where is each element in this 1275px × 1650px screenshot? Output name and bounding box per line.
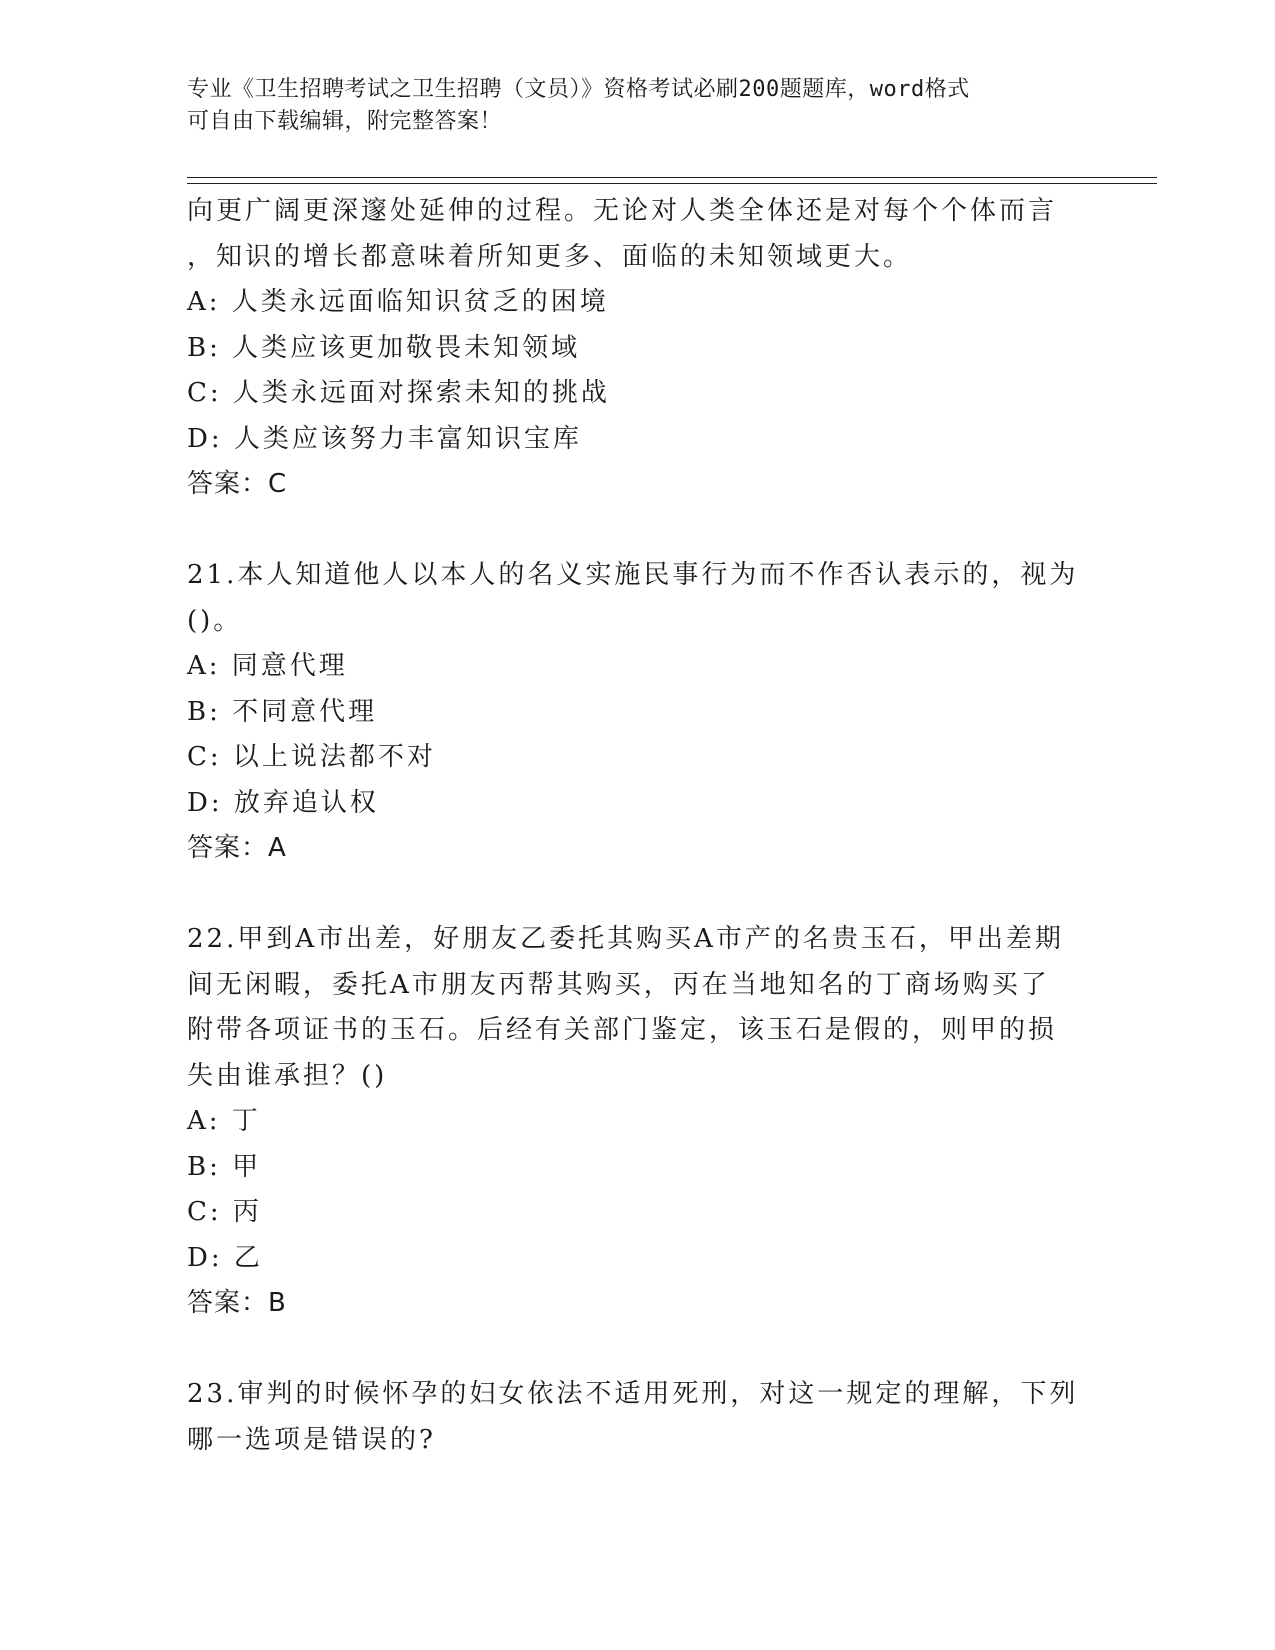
question-text-line: 哪一选项是错误的? (187, 1424, 436, 1455)
answer-key: 答案：C (187, 469, 288, 499)
header-title-line-2: 可自由下载编辑，附完整答案！ (187, 109, 503, 134)
spacer (187, 872, 1087, 918)
question-text-line: ，知识的增长都意味着所知更多、面临的未知领域更大。 (187, 241, 913, 272)
option-c: C: 人类永远面对探索未知的挑战 (187, 378, 610, 408)
spacer (187, 508, 1087, 554)
question-22 (187, 917, 1087, 1327)
spacer (187, 1327, 1087, 1373)
option-c: C: 丙 (187, 1197, 262, 1227)
header-divider-top (187, 177, 1157, 178)
question-text-line: ()。 (187, 605, 243, 636)
question-text-line: 附带各项证书的玉石。后经有关部门鉴定，该玉石是假的，则甲的损 (187, 1015, 1058, 1045)
option-d: D: 人类应该努力丰富知识宝库 (187, 423, 582, 454)
answer-key: 答案：B (187, 1288, 287, 1318)
question-text-line: 失由谁承担？() (187, 1060, 388, 1091)
option-a: A: 人类永远面临知识贫乏的困境 (187, 287, 609, 317)
option-d: D: 放弃追认权 (187, 787, 379, 818)
question-text-line: 22.甲到A市出差，好朋友乙委托其购买A市产的名贵玉石，甲出差期 (187, 924, 1064, 954)
option-c: C: 以上说法都不对 (187, 742, 436, 772)
option-b: B: 甲 (187, 1151, 262, 1182)
question-continuation (187, 189, 1087, 508)
question-text-line: 21.本人知道他人以本人的名义实施民事行为而不作否认表示的，视为 (187, 560, 1079, 590)
question-23 (187, 1372, 1087, 1463)
question-text-line: 间无闲暇，委托A市朋友丙帮其购买，丙在当地知名的丁商场购买了 (187, 969, 1050, 1000)
document-body (187, 189, 1087, 1463)
option-d: D: 乙 (187, 1242, 263, 1273)
answer-key: 答案：A (187, 833, 287, 863)
option-b: B: 人类应该更加敬畏未知领域 (187, 332, 581, 363)
header-title-line-1: 专业《卫生招聘考试之卫生招聘（文员）》资格考试必刷200题题库，word格式 (187, 77, 970, 102)
document-header (187, 74, 1087, 138)
question-text-line: 向更广阔更深邃处延伸的过程。无论对人类全体还是对每个个体而言 (187, 196, 1058, 226)
option-b: B: 不同意代理 (187, 696, 378, 727)
header-divider-bottom (187, 183, 1157, 184)
question-text-line: 23.审判的时候怀孕的妇女依法不适用死刑，对这一规定的理解，下列 (187, 1379, 1079, 1409)
option-a: A: 同意代理 (187, 651, 348, 681)
option-a: A: 丁 (187, 1106, 261, 1136)
question-21 (187, 553, 1087, 872)
